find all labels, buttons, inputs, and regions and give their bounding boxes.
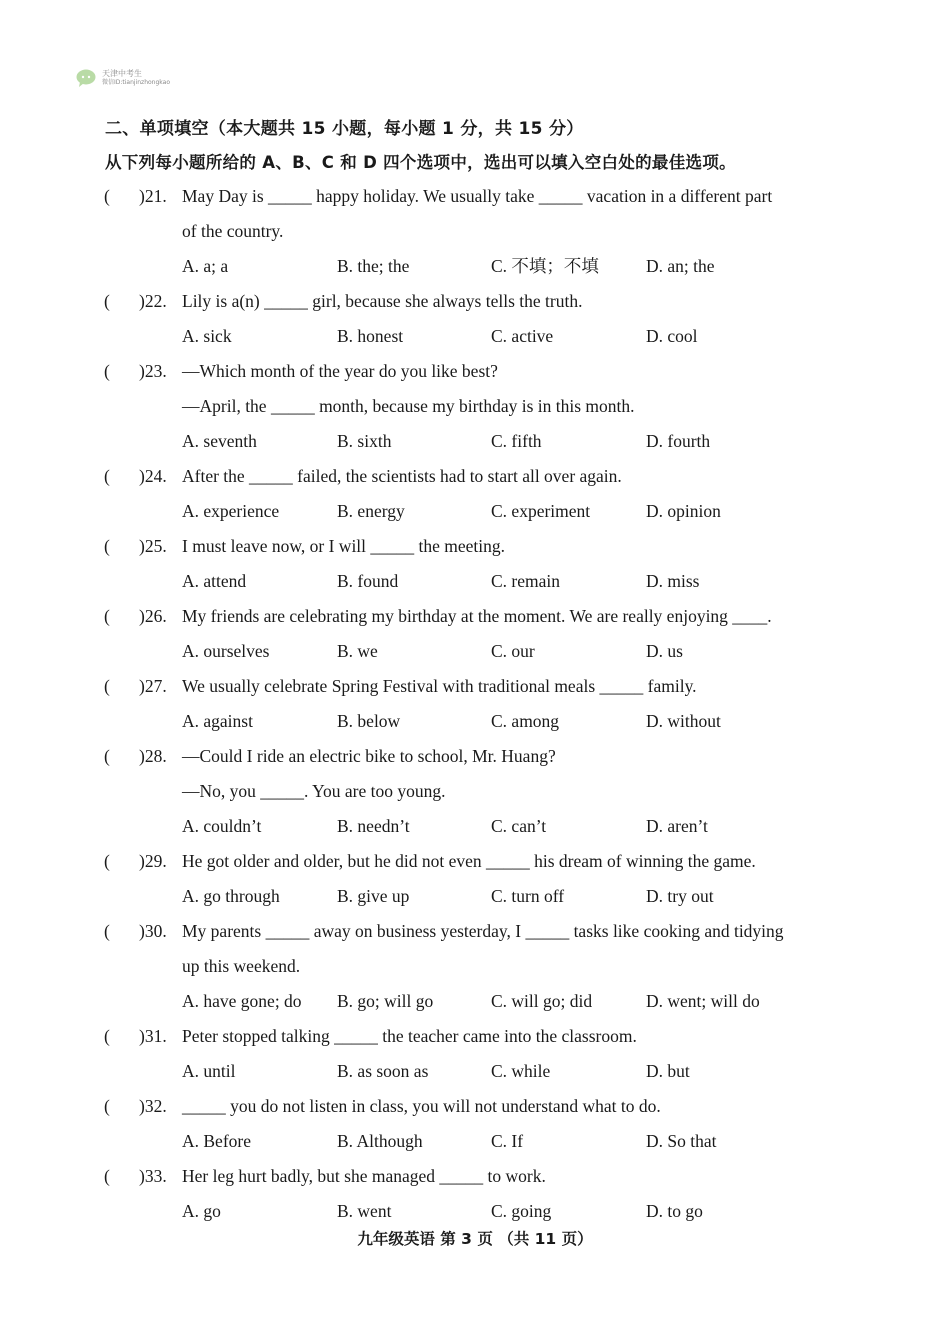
question-number: )25. — [139, 536, 167, 556]
question-stem: up this weekend. — [182, 956, 301, 976]
watermark-id: 微信ID:tianjinzhongkao — [102, 79, 170, 86]
option-b: B. energy — [337, 501, 405, 521]
option-d: D. went; will do — [646, 991, 760, 1011]
options-row — [0, 427, 950, 462]
question-line — [0, 847, 950, 882]
section-title: 二、单项填空（本大题共 15 小题，每小题 1 分，共 15 分） — [105, 119, 584, 139]
question-line — [0, 462, 950, 497]
question-item — [0, 672, 950, 742]
options-row — [0, 882, 950, 917]
option-d: D. So that — [646, 1131, 717, 1151]
option-c: C. turn off — [491, 886, 565, 906]
page-footer: 九年级英语 第 3 页 （共 11 页） — [357, 1230, 593, 1248]
option-a: A. Before — [182, 1131, 252, 1151]
option-c: C. will go; did — [491, 991, 593, 1011]
option-c: C. among — [491, 711, 560, 731]
watermark-name: 天津中考生 — [102, 69, 142, 78]
option-a: A. experience — [182, 501, 280, 521]
question-stem: I must leave now, or I will _____ the meeting. — [182, 536, 506, 556]
question-number: )22. — [139, 291, 167, 311]
answer-paren-open: ( — [104, 851, 110, 871]
question-stem: _____ you do not listen in class, you will not understand what to do. — [182, 1096, 661, 1116]
chat-bubble-icon — [76, 68, 98, 88]
question-line — [0, 182, 950, 217]
answer-paren-open: ( — [104, 921, 110, 941]
option-c: C. our — [491, 641, 535, 661]
question-number: )31. — [139, 1026, 167, 1046]
question-number: )23. — [139, 361, 167, 381]
option-c: C. 不填；不填 — [491, 256, 599, 276]
question-stem: Her leg hurt badly, but she managed _____ to work. — [182, 1166, 546, 1186]
option-c: C. remain — [491, 571, 561, 591]
question-number: )32. — [139, 1096, 167, 1116]
option-b: B. the; the — [337, 256, 410, 276]
question-number: )29. — [139, 851, 167, 871]
question-line — [0, 742, 950, 777]
question-number: )27. — [139, 676, 167, 696]
question-line — [0, 602, 950, 637]
options-row — [0, 567, 950, 602]
option-b: B. sixth — [337, 431, 392, 451]
option-d: D. opinion — [646, 501, 721, 521]
question-number: )28. — [139, 746, 167, 766]
question-stem: —No, you _____. You are too young. — [182, 781, 446, 801]
question-stem: —Which month of the year do you like best? — [182, 361, 498, 381]
answer-paren-open: ( — [104, 536, 110, 556]
option-c: C. can’t — [491, 816, 547, 836]
question-stem: of the country. — [182, 221, 284, 241]
question-stem: —April, the _____ month, because my birthday is in this month. — [182, 396, 635, 416]
option-d: D. miss — [646, 571, 700, 591]
option-d: D. us — [646, 641, 683, 661]
option-d: D. an; the — [646, 256, 715, 276]
options-row — [0, 707, 950, 742]
options-row — [0, 812, 950, 847]
option-b: B. below — [337, 711, 401, 731]
option-d: D. try out — [646, 886, 714, 906]
section-instruction: 从下列每小题所给的 A、B、C 和 D 四个选项中，选出可以填入空白处的最佳选项。 — [105, 153, 736, 172]
question-number: )26. — [139, 606, 167, 626]
question-stem: He got older and older, but he did not even _____ his dream of winning the game. — [182, 851, 756, 871]
question-stem: Peter stopped talking _____ the teacher came into the classroom. — [182, 1026, 637, 1046]
question-line — [0, 917, 950, 952]
question-item — [0, 182, 950, 287]
option-a: A. ourselves — [182, 641, 270, 661]
option-c: C. while — [491, 1061, 551, 1081]
question-item — [0, 847, 950, 917]
option-b: B. went — [337, 1201, 392, 1221]
option-b: B. honest — [337, 326, 404, 346]
option-b: B. Although — [337, 1131, 423, 1151]
option-c: C. going — [491, 1201, 552, 1221]
answer-paren-open: ( — [104, 1096, 110, 1116]
question-item — [0, 1022, 950, 1092]
option-b: B. go; will go — [337, 991, 434, 1011]
question-continuation — [0, 952, 950, 987]
question-stem: —Could I ride an electric bike to school, Mr. Huang? — [182, 746, 556, 766]
options-row — [0, 987, 950, 1022]
question-number: )33. — [139, 1166, 167, 1186]
option-c: C. active — [491, 326, 554, 346]
option-a: A. a; a — [182, 256, 229, 276]
option-a: A. seventh — [182, 431, 257, 451]
question-continuation — [0, 777, 950, 812]
question-item — [0, 917, 950, 1022]
watermark-logo — [76, 68, 170, 88]
question-stem: My friends are celebrating my birthday at the moment. We are really enjoying ____. — [182, 606, 772, 626]
question-line — [0, 1022, 950, 1057]
question-item — [0, 602, 950, 672]
answer-paren-open: ( — [104, 1166, 110, 1186]
answer-paren-open: ( — [104, 361, 110, 381]
question-item — [0, 532, 950, 602]
question-line — [0, 357, 950, 392]
options-row — [0, 322, 950, 357]
options-row — [0, 497, 950, 532]
option-b: B. found — [337, 571, 399, 591]
question-number: )21. — [139, 186, 167, 206]
option-d: D. aren’t — [646, 816, 708, 836]
question-item — [0, 1092, 950, 1162]
option-a: A. against — [182, 711, 253, 731]
question-stem: After the _____ failed, the scientists had to start all over again. — [182, 466, 622, 486]
option-b: B. we — [337, 641, 378, 661]
option-a: A. go through — [182, 886, 280, 906]
question-stem: My parents _____ away on business yesterday, I _____ tasks like cooking and tidying — [182, 921, 784, 941]
answer-paren-open: ( — [104, 1026, 110, 1046]
option-d: D. cool — [646, 326, 698, 346]
question-item — [0, 462, 950, 532]
option-a: A. sick — [182, 326, 232, 346]
option-d: D. without — [646, 711, 721, 731]
answer-paren-open: ( — [104, 606, 110, 626]
question-item — [0, 357, 950, 462]
question-line — [0, 672, 950, 707]
question-line — [0, 1092, 950, 1127]
answer-paren-open: ( — [104, 466, 110, 486]
question-stem: We usually celebrate Spring Festival with traditional meals _____ family. — [182, 676, 697, 696]
option-b: B. needn’t — [337, 816, 410, 836]
option-c: C. fifth — [491, 431, 542, 451]
options-row — [0, 637, 950, 672]
question-continuation — [0, 392, 950, 427]
question-stem: May Day is _____ happy holiday. We usually take _____ vacation in a different part — [182, 186, 773, 206]
answer-paren-open: ( — [104, 186, 110, 206]
options-row — [0, 1057, 950, 1092]
question-item — [0, 287, 950, 357]
question-number: )24. — [139, 466, 167, 486]
question-item — [0, 742, 950, 847]
question-line — [0, 287, 950, 322]
answer-paren-open: ( — [104, 676, 110, 696]
option-a: A. go — [182, 1201, 221, 1221]
question-line — [0, 532, 950, 567]
options-row — [0, 1127, 950, 1162]
question-number: )30. — [139, 921, 167, 941]
answer-paren-open: ( — [104, 746, 110, 766]
option-a: A. until — [182, 1061, 236, 1081]
option-c: C. experiment — [491, 501, 591, 521]
option-b: B. as soon as — [337, 1061, 429, 1081]
option-a: A. couldn’t — [182, 816, 262, 836]
answer-paren-open: ( — [104, 291, 110, 311]
question-list — [0, 182, 950, 1232]
option-a: A. attend — [182, 571, 247, 591]
question-stem: Lily is a(n) _____ girl, because she always tells the truth. — [182, 291, 583, 311]
options-row — [0, 252, 950, 287]
option-d: D. but — [646, 1061, 690, 1081]
option-c: C. If — [491, 1131, 524, 1151]
question-line — [0, 1162, 950, 1197]
option-b: B. give up — [337, 886, 410, 906]
option-d: D. to go — [646, 1201, 703, 1221]
option-d: D. fourth — [646, 431, 711, 451]
option-a: A. have gone; do — [182, 991, 302, 1011]
question-item — [0, 1162, 950, 1232]
question-continuation — [0, 217, 950, 252]
